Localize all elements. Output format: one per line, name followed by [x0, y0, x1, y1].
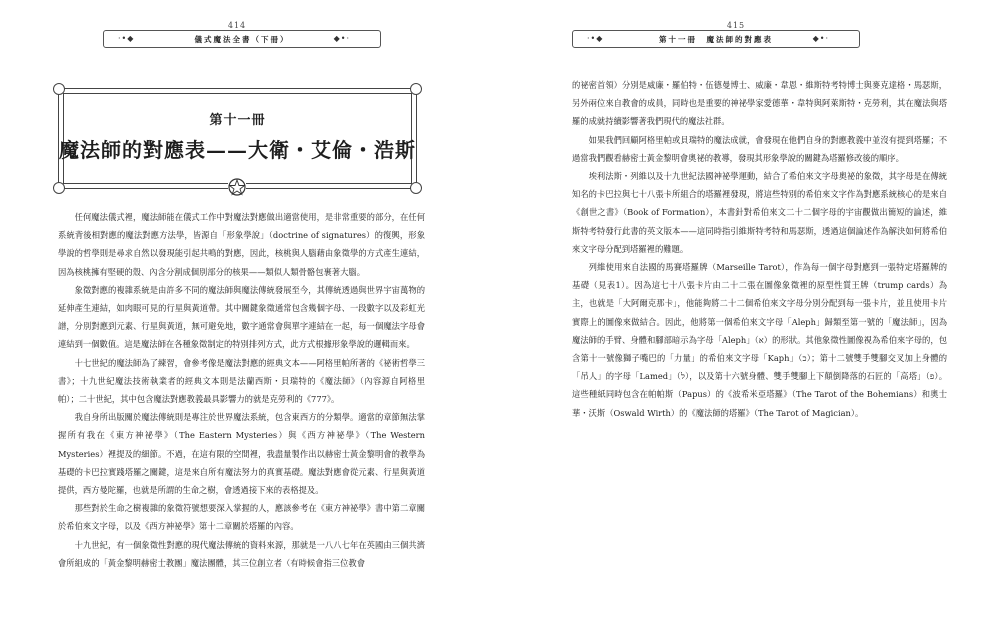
header-title: 儀式魔法全書（下冊） — [194, 34, 290, 44]
paragraph: 那些對於生命之樹複雜的象徵符號想要深入掌握的人，應該參考在《東方神祕學》書中第二章關於希伯來文字母，以及《西方神祕學》第十二章關於塔羅的內容。 — [58, 503, 425, 532]
ornament-dots-icon: ·•◆ — [118, 34, 135, 43]
paragraph: 埃利法斯・列維以及十九世紀法國神祕學運動，結合了希伯來文字母奧祕的象徵，其字母是在傳統知名的卡巴拉與七十八張卡所組合的塔羅裡發現，將這些特別的希伯來文字作為對應系統核心的是來自《創世之書》（Book of Formation），本書針對希伯來文二十二個字母的宇宙觀做出簡短的論述，維斯特考特發行此書的英文版本——這同時指引維斯特考特和馬瑟斯，透過這個論述作為解決如何將希伯來文字母分配到塔羅裡的難題。 — [572, 171, 947, 254]
paragraph: 列維使用來自法國的馬賽塔羅牌（Marseille Tarot），作為每一個字母對應到一張特定塔羅牌的基礎（見表1）。因為這七十八張卡片由二十二張在圖像象徵裡的原型性質王牌（trump cards）為主，也就是「大阿爾克那卡」，他能夠將二十二個希伯來文字母分別分配到每一張卡片，並且使用卡片實際上的圖像來做結合。因此，他將第一個希伯來文字母「Aleph」歸類至第一號的「魔法師」，因為魔法師的手臂、身體和腳部暗示為字母「Aleph」（א）的形狀。其他象徵性圖像視為希伯來字母的，包含第十一號像獅子嘴巴的「力量」的希伯來文字母「Kaph」（כ）；第十二號雙手雙腳交叉加上身體的「吊人」的字母「Lamed」（ל），以及第十六號身體、雙手雙腳上下顛倒降落的石匠的「高塔」（פ）。這些種紙同時包含在帕帕斯（Papus）的《波希米亞塔羅》（The Tarot of the Bohemians）和奧士華・沃斯（Oswald Wirth）的《魔法師的塔羅》（The Tarot of Magician）。 — [572, 262, 948, 418]
ornament-dots-icon: ·•◆ — [587, 34, 604, 43]
frame-corner-icon — [410, 182, 422, 194]
paragraph: 象徵對應的複雜系統是由許多不同的魔法師與魔法傳統發展至今，其傳統透過與世界宇宙萬物的延伸產生連結，如肉眼可見的行星與黃道帶。其中關鍵象徵通常包含幾個字母、一段數字以及彩虹光譜，分別對應到元素、行星與黃道，無可避免地，數字通常會與單字連結在一起，每一個魔法字母會連結到一個數值。這是魔法師在各種象徵制定的特別排列方式，此方式根據形象學說的邏輯而來。 — [58, 284, 425, 350]
right-page — [500, 0, 999, 638]
paragraph: 十九世紀，有一個象徵性對應的現代魔法傳統的資料來源，那就是一八八七年在英國由三個共濟會所組成的「黃金黎明赫密士教團」魔法團體，其三位創立者（有時候會指三位教會 — [58, 539, 425, 568]
ornament-dots-icon: ◆•· — [812, 34, 829, 43]
paragraph: 我自身所出版關於魔法傳統則是專注於世界魔法系統，包含東西方的分類學。適當的章節無法掌握所有我在《東方神祕學》（The Eastern Mysteries）與《西方神祕學》（The Western Mysteries）裡提及的細節。不過，在這有限的空間裡，我盡量製作出以赫密士黃金黎明會的教學為基礎的卡巴拉實踐塔羅之關鍵，這是來自所有魔法努力的真實基礎。魔法對應會從元素、行星與黃道提供，西方曼陀羅，也就是所謂的生命之樹，會透過接下來的表格提及。 — [58, 412, 425, 496]
running-header — [103, 30, 381, 48]
page-number: 414 — [227, 21, 247, 30]
header-title: 第十一冊 魔法師的對應表 — [659, 34, 773, 44]
paragraph: 的祕密首領）分別是威廉・羅伯特・伍德曼博士、威廉・韋恩・維斯特考特博士與麥克達格・馬瑟斯，另外兩位來自教會的成員，同時也是重要的神祕學家愛德華・韋特與阿萊斯特・克勞利，其在魔法與塔羅的成就持續影響著我們現代的魔法社群。 — [572, 80, 947, 127]
chapter-title: 魔法師的對應表——大衛・艾倫・浩斯 — [59, 138, 416, 162]
paragraph: 十七世紀的魔法師為了練習，會參考像是魔法對應的經典文本——阿格里帕所著的《祕術哲學三書》；十九世紀魔法技術執業者的經典文本則是法蘭西斯・貝瑞特的《魔法師》（內容源自阿格里帕）；二十世紀，其中包含魔法對應教義最具影響力的就是克勞利的《777》。 — [58, 357, 425, 405]
paragraph: 任何魔法儀式裡，魔法師能在儀式工作中對魔法對應做出適當使用，是非常重要的部分，在任何系統背後相對應的魔法對應方法學，皆源自「形象學說」（doctrine of signatures）的復興，形象學說的哲學則是尋求自然以發現能引起共鳴的對應，因此，核桃與人腦藉由象徵學的方式產生連結，因為核桃擁有堅硬的殼、內含分割成個別部分的核果——類似人類骨骼包裹著大腦。 — [58, 212, 425, 277]
chapter-label: 第十一冊 — [209, 113, 266, 128]
frame-corner-icon — [53, 182, 65, 194]
pentacle-icon — [228, 178, 246, 196]
frame-corner-icon — [53, 83, 65, 95]
frame-corner-icon — [410, 83, 422, 95]
body-text — [58, 208, 425, 572]
page-number: 415 — [726, 21, 746, 30]
chapter-title-frame — [58, 88, 417, 189]
ornament-dots-icon: ◆•· — [333, 34, 350, 43]
body-text — [572, 76, 947, 422]
paragraph: 如果我們回顧阿格里帕或貝瑞特的魔法成就，會發現在他們自身的對應教義中並沒有提到塔羅；不過當我們觀看赫密士黃金黎明會奧祕的教導，發現其形象學說的關鍵為塔羅修改後的順序。 — [572, 134, 947, 163]
running-header — [572, 30, 860, 48]
